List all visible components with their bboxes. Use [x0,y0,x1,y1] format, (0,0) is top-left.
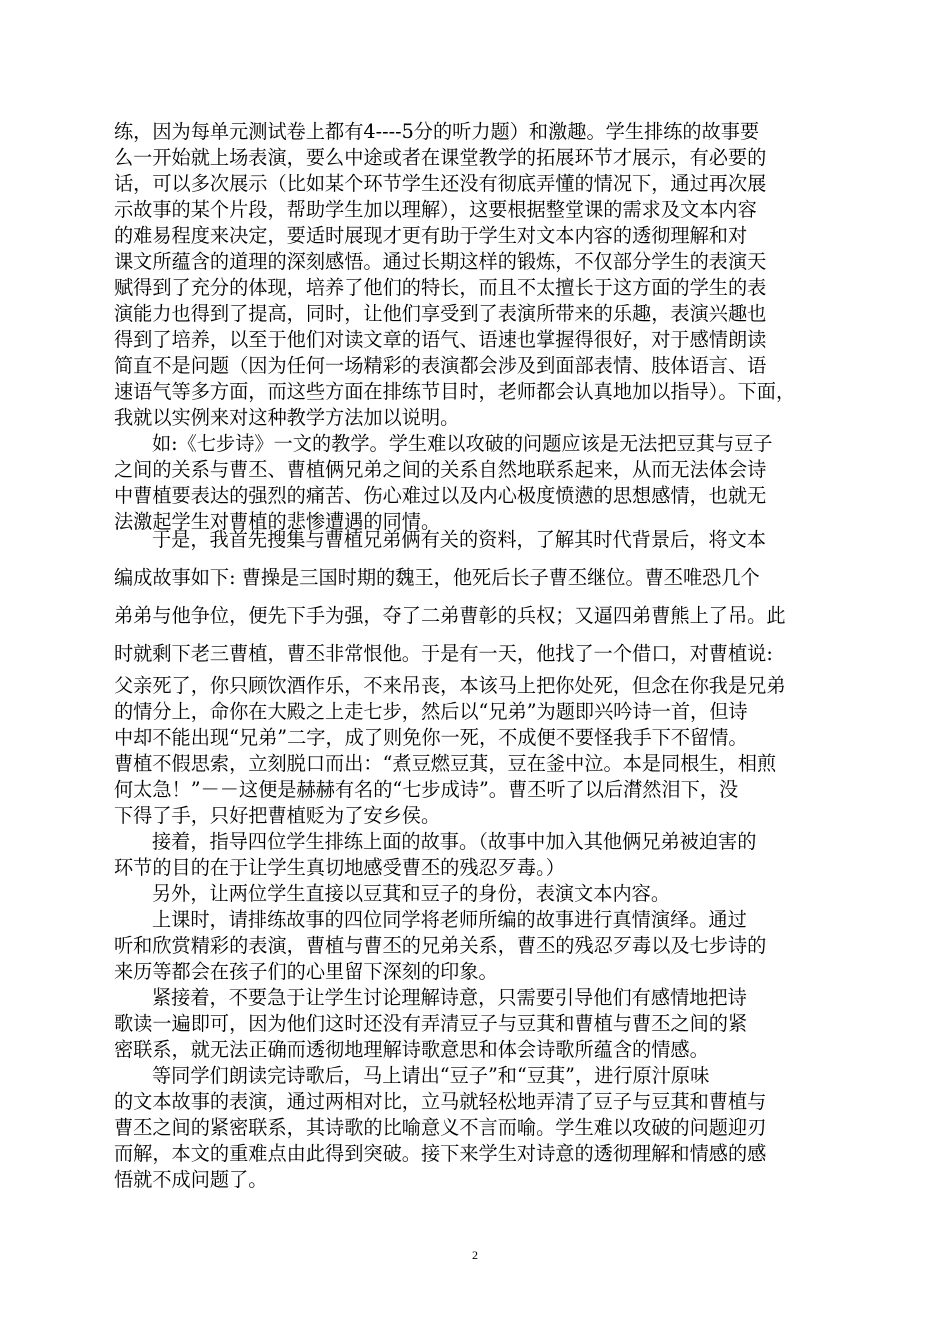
text-line: 下得了手，只好把曹植贬为了安乡侯。 [114,804,441,827]
body-text-section-2 [114,521,862,673]
paragraph-start-line: 接着，指导四位学生排练上面的故事。（故事中加入其他俩兄弟被迫害的 [152,830,757,853]
text-line: 练，因为每单元测试卷上都有4----5分的听力题）和激趣。学生排练的故事要 [114,120,760,143]
text-line: 的情分上，命你在大殿之上走七步，然后以“兄弟”为题即兴吟诗一首，但诗 [114,700,748,723]
text-line: 环节的目的在于让学生真切地感受曹丕的残忍歹毒。） [114,856,565,879]
text-line: 曹植不假思索，立刻脱口而出：“煮豆燃豆萁，豆在釜中泣。本是同根生，相煎 [114,752,777,775]
text-line: 歌读一遍即可，因为他们这时还没有弄清豆子与豆萁和曹植与曹丕之间的紧 [114,1012,748,1035]
text-line: 父亲死了，你只顾饮酒作乐，不来吊丧，本该马上把你处死，但念在你我是兄弟 [114,674,786,697]
text-line: 来历等都会在孩子们的心里留下深刻的印象。 [114,960,498,983]
paragraph-start-line: 上课时，请排练故事的四位同学将老师所编的故事进行真情演绎。通过 [152,908,747,931]
paragraph-start-line: 于是，我首先搜集与曹植兄弟俩有关的资料，了解其时代背景后，将文本 [152,528,766,551]
text-line: 之间的关系与曹丕、曹植俩兄弟之间的关系自然地联系起来，从而无法体会诗 [114,458,767,481]
text-line: 悟就不成问题了。 [114,1168,268,1191]
text-line: 赋得到了充分的体现，培养了他们的特长，而且不太擅长于这方面的学生的表 [114,276,767,299]
text-line: 话，可以多次展示（比如某个环节学生还没有彻底弄懂的情况下，通过再次展 [114,172,767,195]
text-line: 得到了培养，以至于他们对读文章的语气、语速也掌握得很好，对于感情朗读 [114,328,767,351]
body-text-section-1 [114,119,862,535]
text-line: 曹丕之间的紧密联系，其诗歌的比喻意义不言而喻。学生难以攻破的问题迎刃 [114,1116,767,1139]
paragraph-start-line: 紧接着，不要急于让学生讨论理解诗意，只需要引导他们有感情地把诗 [152,986,747,1009]
text-line: 而解，本文的重难点由此得到突破。接下来学生对诗意的透彻理解和情感的感 [114,1142,767,1165]
text-line: 中却不能出现“兄弟”二字，成了则免你一死，不成便不要怪我手下不留情。 [114,726,748,749]
text-line: 我就以实例来对这种教学方法加以说明。 [114,406,460,429]
text-line: 示故事的某个片段，帮助学生加以理解），这要根据整堂课的需求及文本内容 [114,198,757,221]
text-line: 听和欣赏精彩的表演，曹植与曹丕的兄弟关系，曹丕的残忍歹毒以及七步诗的 [114,934,767,957]
text-line: 弟弟与他争位，便先下手为强，夺了二弟曹彰的兵权；又逼四弟曹熊上了吊。此 [114,604,786,627]
paragraph-start-line: 另外，让两位学生直接以豆萁和豆子的身份，表演文本内容。 [152,882,671,905]
text-line: 密联系，就无法正确而透彻地理解诗歌意思和体会诗歌所蕴含的情感。 [114,1038,709,1061]
text-line: 速语气等多方面，而这些方面在排练节目时，老师都会认真地加以指导）。下面， [114,380,796,403]
text-line: 编成故事如下: 曹操是三国时期的魏王，他死后长子曹丕继位。曹丕唯恐几个 [114,566,760,589]
text-line: 课文所蕴含的道理的深刻感悟。通过长期这样的锻炼，不仅部分学生的表演天 [114,250,767,273]
text-line: 中曹植要表达的强烈的痛苦、伤心难过以及内心极度愤懑的思想感情，也就无 [114,484,767,507]
text-line: 的难易程度来决定，要适时展现才更有助于学生对文本内容的透彻理解和对 [114,224,748,247]
page-number: 2 [472,1248,478,1262]
body-text-section-3 [114,673,862,1193]
text-line: 演能力也得到了提高，同时，让他们享受到了表演所带来的乐趣，表演兴趣也 [114,302,767,325]
text-line: 的文本故事的表演，通过两相对比，立马就轻松地弄清了豆子与豆萁和曹植与 [114,1090,767,1113]
paragraph-start-line: 等同学们朗读完诗歌后，马上请出“豆子”和“豆萁”，进行原汁原味 [152,1064,710,1087]
text-line: 何太急！”－－这便是赫赫有名的“七步成诗”。曹丕听了以后潸然泪下，没 [114,778,739,801]
text-line: 简直不是问题（因为任何一场精彩的表演都会涉及到面部表情、肢体语言、语 [114,354,767,377]
text-line: 么一开始就上场表演，要么中途或者在课堂教学的拓展环节才展示，有必要的 [114,146,767,169]
paragraph-start-line: 如:《七步诗》一文的教学。学生难以攻破的问题应该是无法把豆萁与豆子 [152,432,773,455]
text-line: 法激起学生对曹植的悲惨遭遇的同情。 [114,510,441,533]
text-line: 时就剩下老三曹植，曹丕非常恨他。于是有一天，他找了一个借口，对曹植说: [114,642,773,665]
